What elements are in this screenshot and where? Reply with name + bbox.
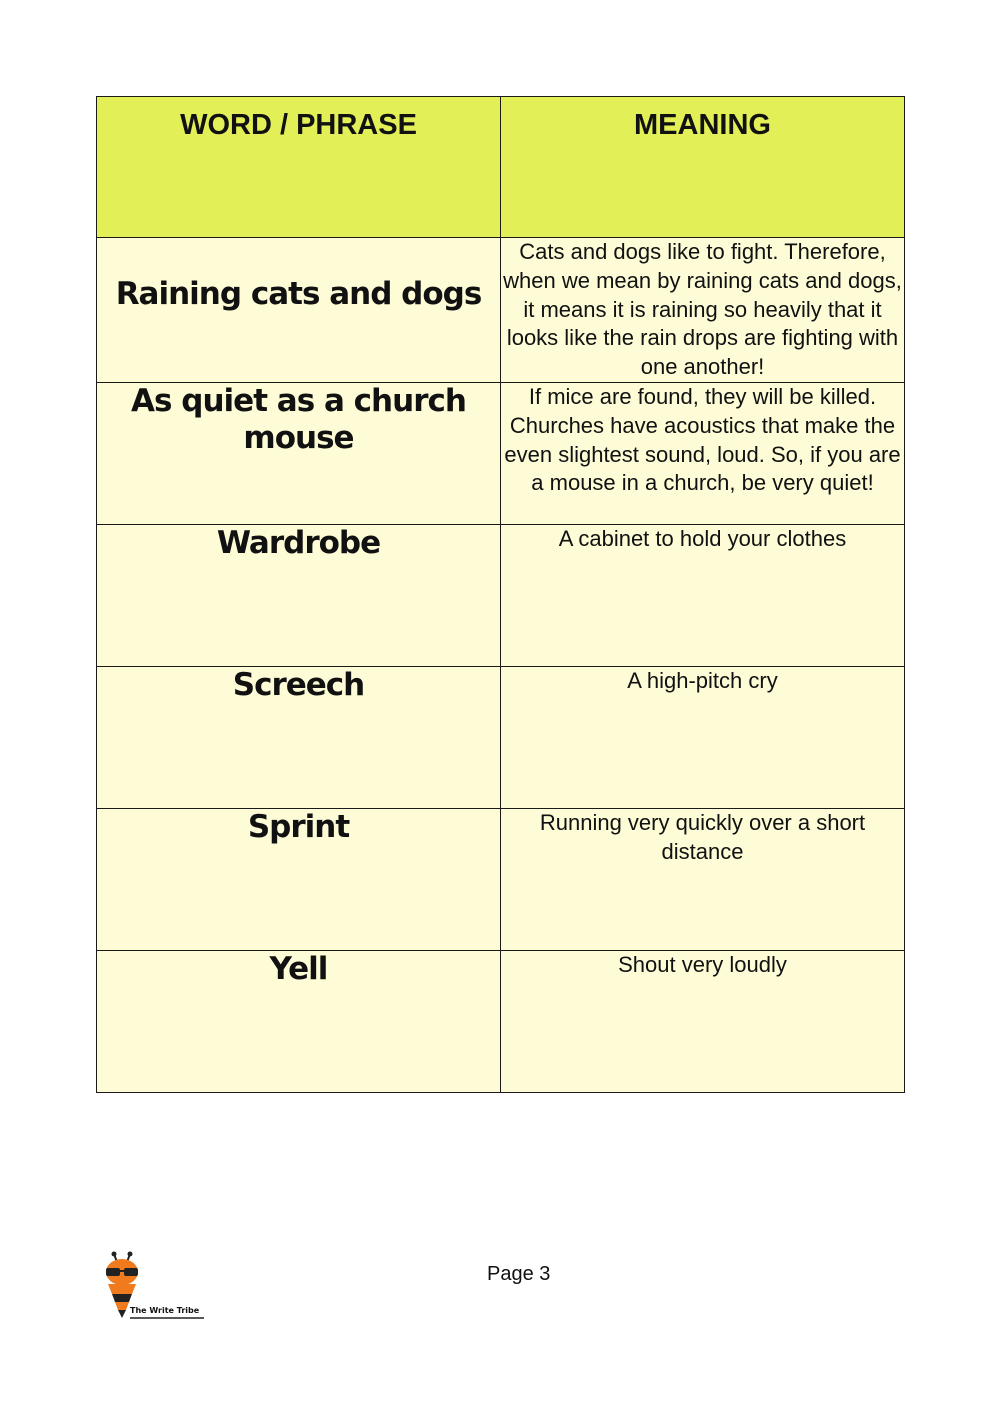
word-cell: Sprint	[97, 808, 501, 950]
word-cell: Raining cats and dogs	[97, 238, 501, 383]
meaning-cell: Shout very loudly	[501, 950, 905, 1092]
meaning-cell: If mice are found, they will be killed. Churches have acoustics that make the even slightest sound, loud. So, if you are a mouse in a church, be very quiet!	[501, 382, 905, 524]
table-row	[97, 382, 905, 524]
meaning-cell: A high-pitch cry	[501, 666, 905, 808]
table-row	[97, 666, 905, 808]
column-header-meaning: MEANING	[501, 97, 905, 238]
bee-icon	[100, 1250, 210, 1328]
word-cell: Yell	[97, 950, 501, 1092]
table-row	[97, 524, 905, 666]
table-row	[97, 808, 905, 950]
vocabulary-table	[96, 96, 905, 1093]
word-cell: Wardrobe	[97, 524, 501, 666]
column-header-word: WORD / PHRASE	[97, 97, 501, 238]
word-cell: As quiet as a church mouse	[97, 382, 501, 524]
table-row	[97, 238, 905, 383]
page-number: Page 3	[487, 1263, 551, 1285]
table-header-row	[97, 97, 905, 238]
meaning-cell: A cabinet to hold your clothes	[501, 524, 905, 666]
table-row	[97, 950, 905, 1092]
meaning-cell: Cats and dogs like to fight. Therefore, when we mean by raining cats and dogs, it means it is raining so heavily that it looks like the rain drops are fighting with one another!	[501, 238, 905, 383]
word-cell: Screech	[97, 666, 501, 808]
meaning-cell: Running very quickly over a short distance	[501, 808, 905, 950]
write-tribe-logo	[100, 1250, 210, 1328]
logo-text: The Write Tribe	[130, 1306, 200, 1315]
